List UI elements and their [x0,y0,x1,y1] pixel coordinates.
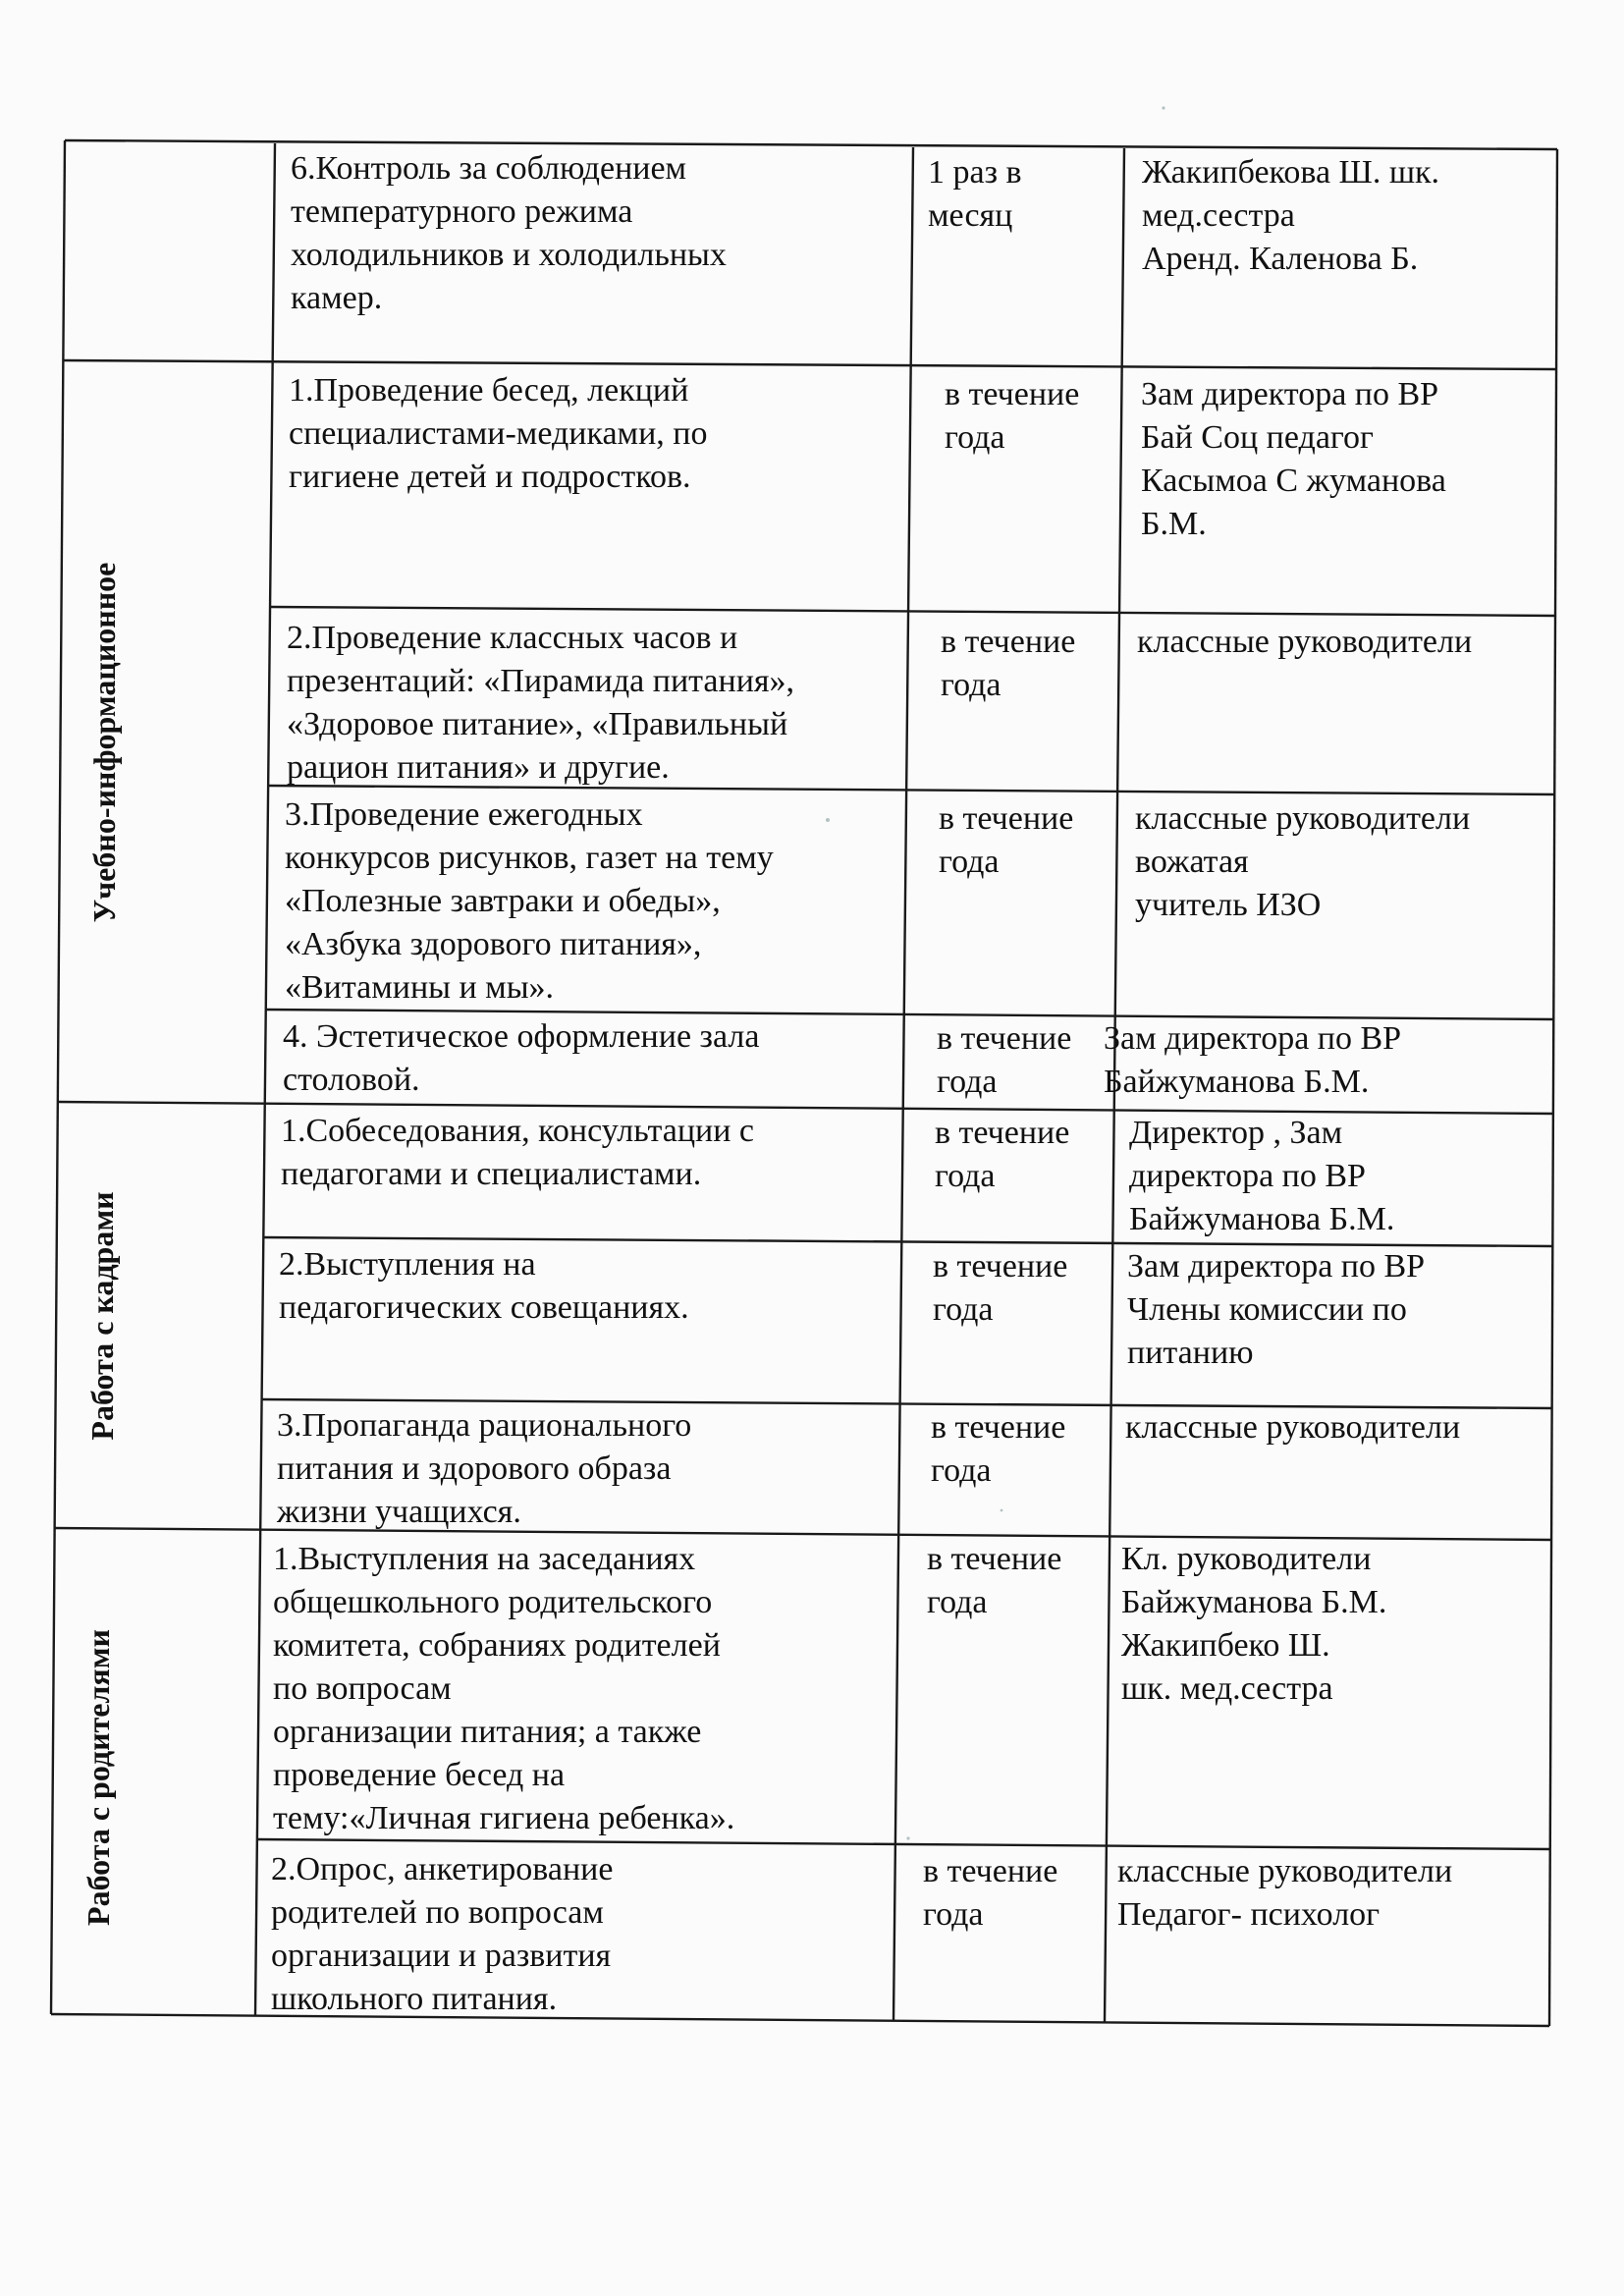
col-divider-1 [255,143,275,2015]
table-left-border [51,140,65,2014]
task-cell: 3.Пропаганда рационального питания и здорового образа жизни учащихся. [277,1407,692,1530]
period-cell: в течение года [931,1409,1066,1489]
task-cell: 3.Проведение ежегодных конкурсов рисунков, газет на тему «Полезные завтраки и обеды», «Азбука здорового питания», «Витамины и мы». [285,796,774,1006]
period-cell: в течение года [945,376,1080,456]
responsible-cell: Зам директора по ВР Бай Соц педагог Касымоа С жуманова Б.М. [1141,376,1446,542]
period-cell: в течение года [935,1115,1070,1194]
responsible-cell: классные руководители [1137,624,1473,660]
section-divider-1 [64,360,1556,369]
responsible-cell: Зам директора по ВР Члены комиссии по питанию [1127,1248,1426,1371]
period-cell: в течение года [939,800,1074,880]
responsible-cell: классные руководители Педагог- психолог [1117,1853,1453,1933]
task-cell: 6.Контроль за соблюдением температурного режима холодильников и холодильных камер. [291,150,727,316]
section-label-parents: Работа с родителями [81,1629,116,1926]
task-cell: 1.Собеседования, консультации с педагогами и специалистами. [281,1113,754,1192]
period-cell: в течение года [937,1020,1072,1100]
task-cell: 2.Проведение классных часов и презентаций: «Пирамида питания», «Здоровое питание», «Правильный рацион питания» и другие. [287,620,795,786]
task-cell: 2.Выступления на педагогических совещаниях. [279,1246,689,1326]
responsible-cell: Жакипбекова Ш. шк. мед.сестра Аренд. Каленова Б. [1142,154,1440,277]
responsible-cell: Зам директора по ВР Байжуманова Б.М. [1104,1020,1402,1100]
responsible-cell: Кл. руководители Байжуманова Б.М. Жакипбеко Ш. шк. мед.сестра [1121,1541,1387,1707]
task-cell: 2.Опрос, анкетирование родителей по вопросам организации и развития школьного питания. [271,1851,614,2017]
period-cell: в течение года [927,1541,1062,1620]
section-label-edu: Учебно-информационное [86,562,122,923]
task-cell: 4. Эстетическое оформление зала столовой. [283,1018,760,1098]
responsible-cell: Директор , Зам директора по ВР Байжуманова Б.М. [1129,1115,1395,1237]
row-divider-1 [271,607,1555,616]
responsible-cell: классные руководители вожатая учитель ИЗО [1135,800,1471,923]
period-cell: в течение года [933,1248,1068,1328]
period-cell: в течение года [941,624,1076,703]
period-cell: 1 раз в месяц [928,154,1022,234]
period-cell: в течение года [923,1853,1058,1933]
section-label-staff: Работа с кадрами [84,1191,120,1441]
task-cell: 1.Проведение бесед, лекций специалистами-медиками, по гигиене детей и подростков. [289,372,708,495]
responsible-cell: классные руководители [1125,1409,1461,1446]
task-cell: 1.Выступления на заседаниях общешкольного родительского комитета, собраниях родителей по вопросам организации питания; а также проведение бесед на тему:«Личная гигиена ребенка». [273,1541,735,1836]
